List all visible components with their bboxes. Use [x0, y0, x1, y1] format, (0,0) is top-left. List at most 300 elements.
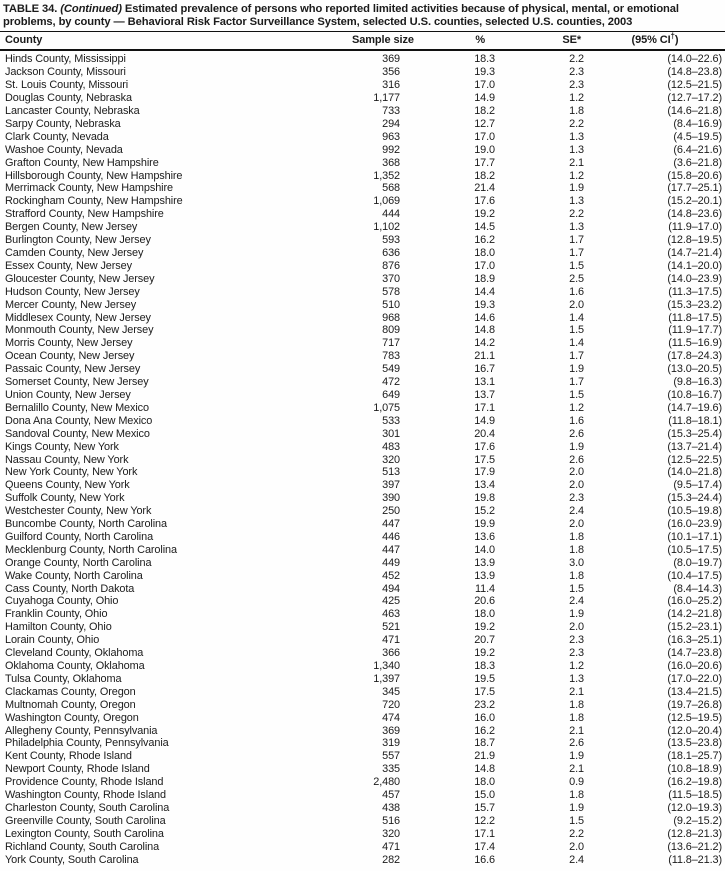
se-cell: 2.6: [569, 453, 584, 466]
county-cell: Philadelphia County, Pennsylvania: [5, 737, 169, 750]
percent-cell: 14.8: [474, 763, 495, 776]
county-cell: Strafford County, New Hampshire: [5, 208, 164, 221]
county-cell: New York County, New York: [5, 466, 138, 479]
county-cell: Clackamas County, Oregon: [5, 685, 136, 698]
table-row: [0, 92, 725, 105]
table-row: [0, 182, 725, 195]
sample-size-cell: 356: [382, 66, 400, 79]
sample-size-cell: 968: [382, 311, 400, 324]
se-cell: 2.3: [569, 647, 584, 660]
ci-cell: (15.3–23.2): [667, 298, 722, 311]
county-cell: Hillsborough County, New Hampshire: [5, 169, 183, 182]
percent-cell: 21.1: [474, 350, 495, 363]
ci-cell: (15.2–20.1): [667, 195, 722, 208]
percent-cell: 15.0: [474, 789, 495, 802]
ci-cell: (8.4–14.3): [673, 582, 722, 595]
se-cell: 1.9: [569, 801, 584, 814]
table-row: [0, 105, 725, 118]
percent-cell: 19.0: [474, 143, 495, 156]
percent-cell: 13.4: [474, 479, 495, 492]
ci-cell: (9.2–15.2): [673, 814, 722, 827]
se-cell: 2.2: [569, 827, 584, 840]
table-row: [0, 466, 725, 479]
sample-size-cell: 2,480: [373, 776, 400, 789]
percent-cell: 21.9: [474, 750, 495, 763]
sample-size-cell: 370: [382, 272, 400, 285]
se-cell: 2.1: [569, 685, 584, 698]
sample-size-cell: 471: [382, 840, 400, 853]
county-cell: Lexington County, South Carolina: [5, 827, 164, 840]
se-cell: 2.3: [569, 79, 584, 92]
percent-cell: 20.6: [474, 595, 495, 608]
county-cell: Burlington County, New Jersey: [5, 234, 151, 247]
se-cell: 1.8: [569, 711, 584, 724]
percent-cell: 13.9: [474, 569, 495, 582]
table-row: [0, 608, 725, 621]
sample-size-cell: 320: [382, 453, 400, 466]
sample-size-cell: 510: [382, 298, 400, 311]
table-row: [0, 699, 725, 712]
table-row: [0, 595, 725, 608]
table-row: [0, 208, 725, 221]
se-cell: 2.2: [569, 208, 584, 221]
ci-cell: (17.8–24.3): [667, 350, 722, 363]
county-cell: Dona Ana County, New Mexico: [5, 414, 153, 427]
se-cell: 1.9: [569, 440, 584, 453]
ci-cell: (8.0–19.7): [673, 556, 722, 569]
percent-cell: 21.4: [474, 182, 495, 195]
ci-header-prefix: (95% CI: [631, 34, 671, 47]
sample-size-cell: 250: [382, 505, 400, 518]
ci-cell: (11.3–17.5): [668, 285, 722, 298]
percent-cell: 18.0: [474, 608, 495, 621]
ci-cell: (11.9–17.7): [668, 324, 722, 337]
se-cell: 2.4: [569, 853, 584, 866]
table-row: [0, 634, 725, 647]
table-row: [0, 505, 725, 518]
sample-size-cell: 516: [382, 814, 400, 827]
sample-size-cell: 472: [382, 376, 400, 389]
ci-cell: (12.5–21.5): [667, 79, 722, 92]
county-cell: Queens County, New York: [5, 479, 130, 492]
table-row: [0, 802, 725, 815]
percent-cell: 14.2: [474, 337, 495, 350]
ci-cell: (14.8–23.6): [667, 208, 722, 221]
sample-size-cell: 992: [382, 143, 400, 156]
se-cell: 1.2: [569, 401, 584, 414]
sample-size-cell: 717: [382, 337, 400, 350]
sample-size-cell: 320: [382, 827, 400, 840]
ci-cell: (13.4–21.5): [667, 685, 722, 698]
se-cell: 2.6: [569, 427, 584, 440]
ci-cell: (13.6–21.2): [667, 840, 722, 853]
table-title: [0, 0, 725, 31]
table-row: [0, 441, 725, 454]
county-cell: Camden County, New Jersey: [5, 247, 144, 259]
se-cell: 2.6: [569, 737, 584, 750]
county-cell: Rockingham County, New Hampshire: [5, 195, 183, 208]
table-row: [0, 557, 725, 570]
sample-size-cell: 294: [382, 117, 400, 130]
se-cell: 1.9: [569, 750, 584, 763]
ci-cell: (16.0–25.2): [667, 595, 722, 608]
sample-size-cell: 369: [382, 724, 400, 737]
ci-cell: (17.0–22.0): [667, 672, 722, 685]
county-cell: Washington County, Rhode Island: [5, 789, 166, 802]
county-cell: York County, South Carolina: [5, 853, 139, 866]
percent-cell: 19.5: [474, 672, 495, 685]
county-cell: Allegheny County, Pennsylvania: [5, 724, 158, 737]
table-row: [0, 673, 725, 686]
percent-cell: 14.0: [474, 543, 495, 556]
se-cell: 1.2: [569, 169, 584, 182]
sample-size-cell: 447: [382, 543, 400, 556]
ci-cell: (17.7–25.1): [667, 182, 722, 195]
sample-size-cell: 425: [382, 595, 400, 608]
table-title-prefix: TABLE 34.: [3, 3, 58, 15]
table-row: [0, 376, 725, 389]
sample-size-cell: 557: [382, 750, 400, 763]
table-body: [0, 50, 725, 866]
se-cell: 1.9: [569, 363, 584, 376]
table-row: [0, 195, 725, 208]
table-row: [0, 363, 725, 376]
percent-cell: 13.1: [474, 376, 495, 389]
ci-cell: (10.4–17.5): [667, 569, 722, 582]
county-cell: Clark County, Nevada: [5, 130, 109, 143]
se-cell: 1.7: [569, 376, 584, 389]
percent-cell: 11.4: [475, 582, 495, 595]
percent-cell: 17.1: [474, 401, 495, 414]
table-row: [0, 660, 725, 673]
percent-cell: 18.3: [474, 660, 495, 672]
county-cell: Washington County, Oregon: [5, 711, 139, 724]
percent-cell: 16.6: [474, 853, 495, 866]
ci-cell: (6.4–21.6): [673, 143, 722, 156]
se-cell: 1.3: [569, 221, 584, 234]
percent-cell: 19.3: [474, 298, 495, 311]
county-cell: Westchester County, New York: [5, 505, 152, 518]
table-row: [0, 531, 725, 544]
table-row: [0, 260, 725, 273]
ci-cell: (15.8–20.6): [667, 169, 722, 182]
se-cell: 1.5: [569, 388, 584, 401]
percent-cell: 19.9: [474, 518, 495, 531]
se-cell: 1.5: [569, 259, 584, 272]
county-cell: Hudson County, New Jersey: [5, 285, 140, 298]
sample-size-cell: 533: [382, 414, 400, 427]
se-cell: 2.2: [569, 117, 584, 130]
table-row: [0, 763, 725, 776]
percent-cell: 13.7: [474, 388, 495, 401]
ci-cell: (10.8–16.7): [667, 388, 722, 401]
county-cell: Providence County, Rhode Island: [5, 776, 164, 789]
county-cell: St. Louis County, Missouri: [5, 79, 129, 92]
ci-cell: (9.8–16.3): [673, 376, 722, 389]
sample-size-cell: 1,177: [373, 92, 400, 105]
percent-cell: 18.0: [474, 247, 495, 259]
sample-size-cell: 1,102: [373, 221, 400, 234]
sample-size-cell: 549: [382, 363, 400, 376]
table-row: [0, 570, 725, 583]
sample-size-cell: 876: [382, 259, 400, 272]
ci-cell: (18.1–25.7): [667, 750, 722, 763]
sample-size-cell: 345: [382, 685, 400, 698]
sample-size-cell: 471: [382, 634, 400, 647]
se-cell: 1.6: [569, 414, 584, 427]
se-cell: 1.9: [569, 608, 584, 621]
county-cell: Suffolk County, New York: [5, 492, 125, 505]
ci-cell: (16.0–20.6): [667, 660, 722, 672]
table-row: [0, 789, 725, 802]
table-row: [0, 841, 725, 854]
table-row: [0, 415, 725, 428]
sample-size-cell: 636: [382, 247, 400, 259]
se-cell: 2.3: [569, 66, 584, 79]
sample-size-cell: 649: [382, 388, 400, 401]
ci-cell: (14.7–19.6): [667, 401, 722, 414]
percent-cell: 20.4: [474, 427, 495, 440]
percent-cell: 17.6: [474, 195, 495, 208]
se-cell: 2.0: [569, 479, 584, 492]
percent-cell: 16.2: [474, 724, 495, 737]
se-cell: 2.0: [569, 466, 584, 479]
se-cell: 1.9: [569, 182, 584, 195]
county-cell: Kings County, New York: [5, 440, 119, 453]
sample-size-cell: 301: [382, 427, 400, 440]
ci-cell: (11.8–18.1): [668, 414, 722, 427]
county-cell: Sandoval County, New Mexico: [5, 427, 150, 440]
county-cell: Richland County, South Carolina: [5, 840, 160, 853]
table-row: [0, 647, 725, 660]
sample-size-cell: 521: [382, 621, 400, 634]
sample-size-cell: 463: [382, 608, 400, 621]
county-cell: Passaic County, New Jersey: [5, 363, 141, 376]
sample-size-cell: 963: [382, 130, 400, 143]
county-cell: Orange County, North Carolina: [5, 556, 152, 569]
se-cell: 1.4: [569, 311, 584, 324]
percent-cell: 17.0: [474, 130, 495, 143]
se-cell: 2.3: [569, 634, 584, 647]
percent-cell: 18.3: [474, 53, 495, 66]
percent-cell: 18.2: [474, 169, 495, 182]
county-cell: Cuyahoga County, Ohio: [5, 595, 119, 608]
table-row: [0, 234, 725, 247]
percent-cell: 18.0: [474, 776, 495, 789]
percent-cell: 17.0: [474, 79, 495, 92]
ci-cell: (16.0–23.9): [667, 518, 722, 531]
ci-cell: (12.7–17.2): [667, 92, 722, 105]
se-cell: 2.0: [569, 518, 584, 531]
county-cell: Lancaster County, Nebraska: [5, 105, 140, 118]
county-cell: Mecklenburg County, North Carolina: [5, 543, 177, 556]
se-cell: 1.6: [569, 285, 584, 298]
county-cell: Nassau County, New York: [5, 453, 129, 466]
sample-size-cell: 483: [382, 440, 400, 453]
table-row: [0, 324, 725, 337]
se-cell: 1.7: [569, 234, 584, 247]
se-cell: 1.7: [569, 350, 584, 363]
percent-cell: 19.2: [474, 208, 495, 221]
county-cell: Union County, New Jersey: [5, 388, 131, 401]
ci-cell: (12.0–19.3): [667, 801, 722, 814]
se-cell: 1.8: [569, 569, 584, 582]
sample-size-cell: 720: [382, 698, 400, 711]
table-row: [0, 712, 725, 725]
table-header: [0, 32, 725, 51]
sample-size-cell: 449: [382, 556, 400, 569]
percent-cell: 14.6: [474, 311, 495, 324]
percent-cell: 16.7: [474, 363, 495, 376]
county-cell: Monmouth County, New Jersey: [5, 324, 154, 337]
se-cell: 1.5: [569, 324, 584, 337]
ci-cell: (14.2–21.8): [667, 608, 722, 621]
percent-cell: 19.2: [474, 621, 495, 634]
county-cell: Merrimack County, New Hampshire: [5, 182, 173, 195]
sample-size-cell: 452: [382, 569, 400, 582]
ci-cell: (8.4–16.9): [673, 117, 722, 130]
county-cell: Morris County, New Jersey: [5, 337, 133, 350]
sample-size-cell: 366: [382, 647, 400, 660]
ci-cell: (12.5–19.5): [667, 711, 722, 724]
dagger-footnote-mark: †: [670, 31, 675, 41]
table-row: [0, 686, 725, 699]
county-cell: Buncombe County, North Carolina: [5, 518, 167, 531]
table-row: [0, 79, 725, 92]
sample-size-cell: 457: [382, 789, 400, 802]
sample-size-cell: 444: [382, 208, 400, 221]
percent-cell: 19.8: [474, 492, 495, 505]
se-cell: 1.2: [569, 660, 584, 672]
sample-size-cell: 335: [382, 763, 400, 776]
percent-cell: 13.9: [474, 556, 495, 569]
ci-cell: (14.1–20.0): [667, 259, 722, 272]
ci-cell: (14.0–23.9): [667, 272, 722, 285]
table-row: [0, 492, 725, 505]
percent-cell: 16.2: [474, 234, 495, 247]
percent-cell: 17.1: [474, 827, 495, 840]
se-cell: 1.3: [569, 195, 584, 208]
county-cell: Middlesex County, New Jersey: [5, 311, 151, 324]
ci-cell: (19.7–26.8): [667, 698, 722, 711]
table-row: [0, 221, 725, 234]
sample-size-cell: 809: [382, 324, 400, 337]
sample-size-cell: 513: [382, 466, 400, 479]
county-cell: Mercer County, New Jersey: [5, 298, 137, 311]
percent-cell: 13.6: [474, 530, 495, 543]
ci-cell: (14.8–23.8): [667, 66, 722, 79]
table-row: [0, 750, 725, 763]
header-row: [0, 32, 725, 51]
table-row: [0, 428, 725, 441]
ci-cell: (11.5–16.9): [668, 337, 722, 350]
county-cell: Greenville County, South Carolina: [5, 814, 166, 827]
sample-size-cell: 319: [382, 737, 400, 750]
ci-cell: (14.7–23.8): [667, 647, 722, 660]
sample-size-cell: 1,352: [373, 169, 400, 182]
percent-cell: 17.5: [474, 453, 495, 466]
ci-cell: (3.6–21.8): [673, 156, 722, 169]
percent-cell: 19.3: [474, 66, 495, 79]
county-cell: Grafton County, New Hampshire: [5, 156, 159, 169]
percent-cell: 17.7: [474, 156, 495, 169]
se-cell: 2.4: [569, 505, 584, 518]
percent-cell: 14.5: [474, 221, 495, 234]
ci-cell: (12.0–20.4): [667, 724, 722, 737]
se-cell: 1.8: [569, 530, 584, 543]
sample-size-cell: 368: [382, 156, 400, 169]
table-row: [0, 544, 725, 557]
se-cell: 1.7: [569, 247, 584, 259]
county-cell: Multnomah County, Oregon: [5, 698, 136, 711]
ci-cell: (11.8–17.5): [668, 311, 722, 324]
sample-size-cell: 1,069: [373, 195, 400, 208]
ci-cell: (11.8–21.3): [668, 853, 722, 866]
ci-cell: (10.5–17.5): [667, 543, 722, 556]
table-row: [0, 50, 725, 66]
percent-cell: 14.4: [474, 285, 495, 298]
county-cell: Cass County, North Dakota: [5, 582, 135, 595]
se-cell: 1.3: [569, 130, 584, 143]
county-cell: Wake County, North Carolina: [5, 569, 143, 582]
ci-cell: (16.3–25.1): [667, 634, 722, 647]
county-cell: Bernalillo County, New Mexico: [5, 401, 149, 414]
se-cell: 1.8: [569, 105, 584, 118]
ci-cell: (15.3–24.4): [667, 492, 722, 505]
ci-cell: (14.0–22.6): [667, 53, 722, 66]
se-cell: 2.0: [569, 621, 584, 634]
ci-cell: (10.1–17.1): [667, 530, 722, 543]
se-cell: 2.4: [569, 595, 584, 608]
county-cell: Charleston County, South Carolina: [5, 801, 170, 814]
percent-cell: 17.5: [474, 685, 495, 698]
county-cell: Sarpy County, Nebraska: [5, 117, 121, 130]
se-cell: 2.1: [569, 156, 584, 169]
county-cell: Hamilton County, Ohio: [5, 621, 112, 634]
table-row: [0, 66, 725, 79]
county-cell: Essex County, New Jersey: [5, 259, 132, 272]
ci-cell: (12.8–21.3): [667, 827, 722, 840]
percent-cell: 14.9: [474, 414, 495, 427]
ci-cell: (14.7–21.4): [667, 247, 722, 259]
table-row: [0, 854, 725, 867]
table-row: [0, 170, 725, 183]
county-cell: Newport County, Rhode Island: [5, 763, 150, 776]
column-header-percent: %: [412, 32, 497, 51]
se-cell: 2.0: [569, 840, 584, 853]
se-cell: 1.8: [569, 698, 584, 711]
county-cell: Douglas County, Nebraska: [5, 92, 132, 105]
se-cell: 1.4: [569, 337, 584, 350]
se-cell: 0.9: [569, 776, 584, 789]
county-cell: Oklahoma County, Oklahoma: [5, 660, 145, 672]
se-cell: 1.8: [569, 789, 584, 802]
ci-cell: (9.5–17.4): [673, 479, 722, 492]
sample-size-cell: 438: [382, 801, 400, 814]
percent-cell: 12.2: [474, 814, 495, 827]
percent-cell: 18.9: [474, 272, 495, 285]
column-header-county: County: [0, 32, 352, 51]
table-row: [0, 621, 725, 634]
table-row: [0, 518, 725, 531]
county-cell: Bergen County, New Jersey: [5, 221, 138, 234]
county-cell: Tulsa County, Oklahoma: [5, 672, 122, 685]
county-cell: Jackson County, Missouri: [5, 66, 126, 79]
table-row: [0, 815, 725, 828]
sample-size-cell: 783: [382, 350, 400, 363]
ci-cell: (11.5–18.5): [668, 789, 722, 802]
county-cell: Hinds County, Mississippi: [5, 53, 126, 66]
